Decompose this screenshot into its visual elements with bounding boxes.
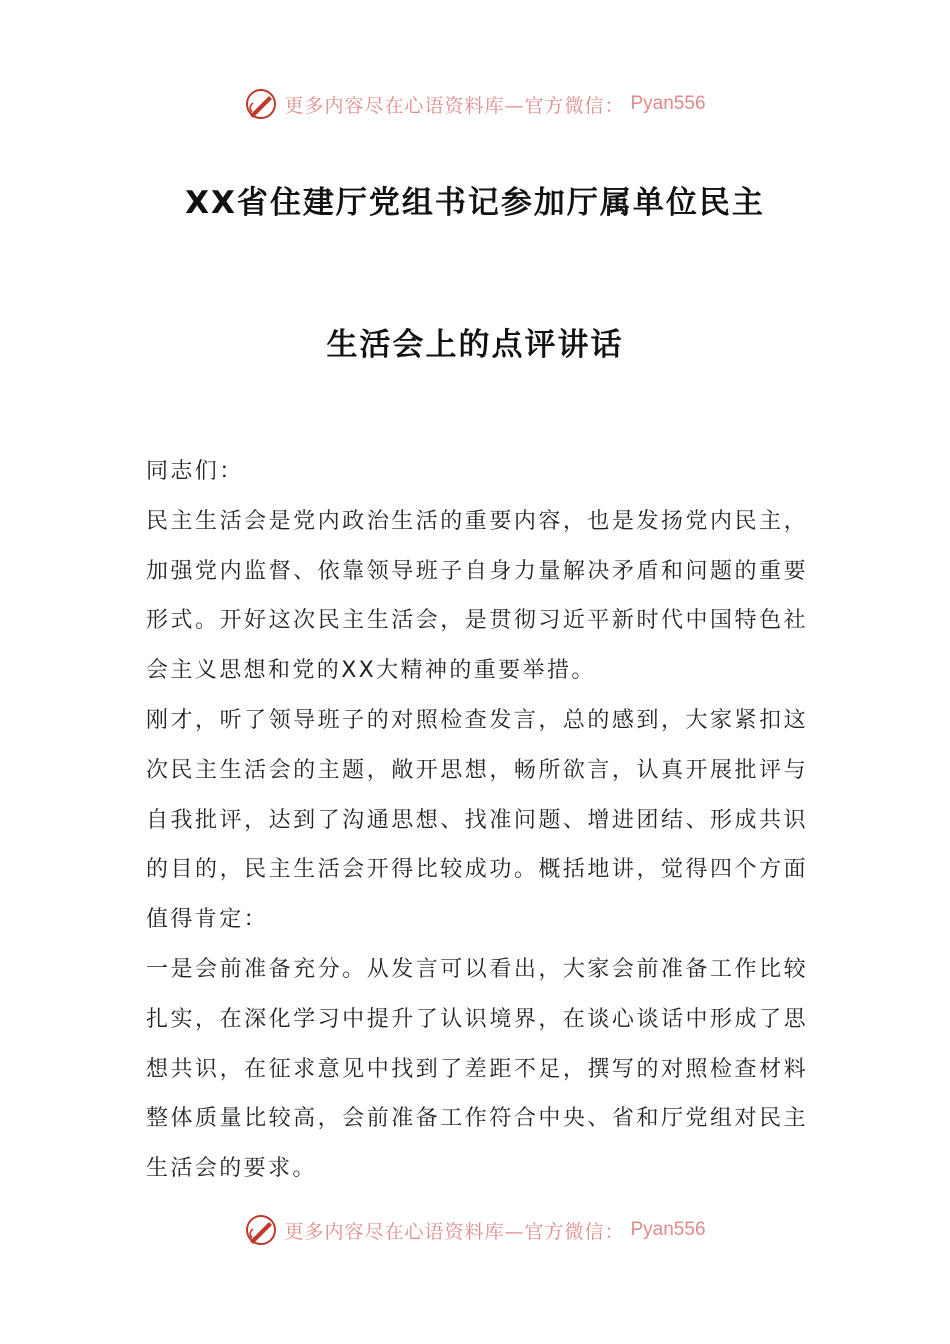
document-title-line-2: 生活会上的点评讲话	[326, 327, 624, 363]
pen-logo-icon	[244, 1213, 278, 1247]
watermark-id: Pyan556	[630, 93, 706, 114]
paragraph-3: 一是会前准备充分。从发言可以看出，大家会前准备工作比较扎实，在深化学习中提升了认识境界，在谈心谈话中形成了思想共识，在征求意见中找到了差距不足，撰写的对照检查材料整体质量比较高，会前准备工作符合中央、省和厅党组对民主生活会的要求。	[146, 956, 808, 1182]
pen-logo-icon	[244, 87, 278, 121]
watermark-text: 更多内容尽在心语资料库—官方微信：	[284, 94, 625, 117]
document-title-line-1: XX省住建厅党组书记参加厅属单位民主	[185, 185, 765, 221]
header-watermark	[0, 84, 950, 124]
footer-watermark	[0, 1210, 950, 1250]
paragraph-1: 民主生活会是党内政治生活的重要内容，也是发扬党内民主，加强党内监督、依靠领导班子自身力量解决矛盾和问题的重要形式。开好这次民主生活会，是贯彻习近平新时代中国特色社会主义思想和党的XX大精神的重要举措。	[146, 508, 808, 684]
watermark-text: 更多内容尽在心语资料库—官方微信：	[284, 1220, 625, 1243]
watermark-id: Pyan556	[630, 1219, 706, 1240]
salutation: 同志们：	[146, 459, 244, 484]
paragraph-2: 刚才，听了领导班子的对照检查发言，总的感到，大家紧扣这次民主生活会的主题，敞开思想，畅所欲言，认真开展批评与自我批评，达到了沟通思想、找准问题、增进团结、形成共识的目的，民主生活会开得比较成功。概括地讲，觉得四个方面值得肯定：	[146, 707, 808, 933]
document-body	[146, 447, 808, 1194]
